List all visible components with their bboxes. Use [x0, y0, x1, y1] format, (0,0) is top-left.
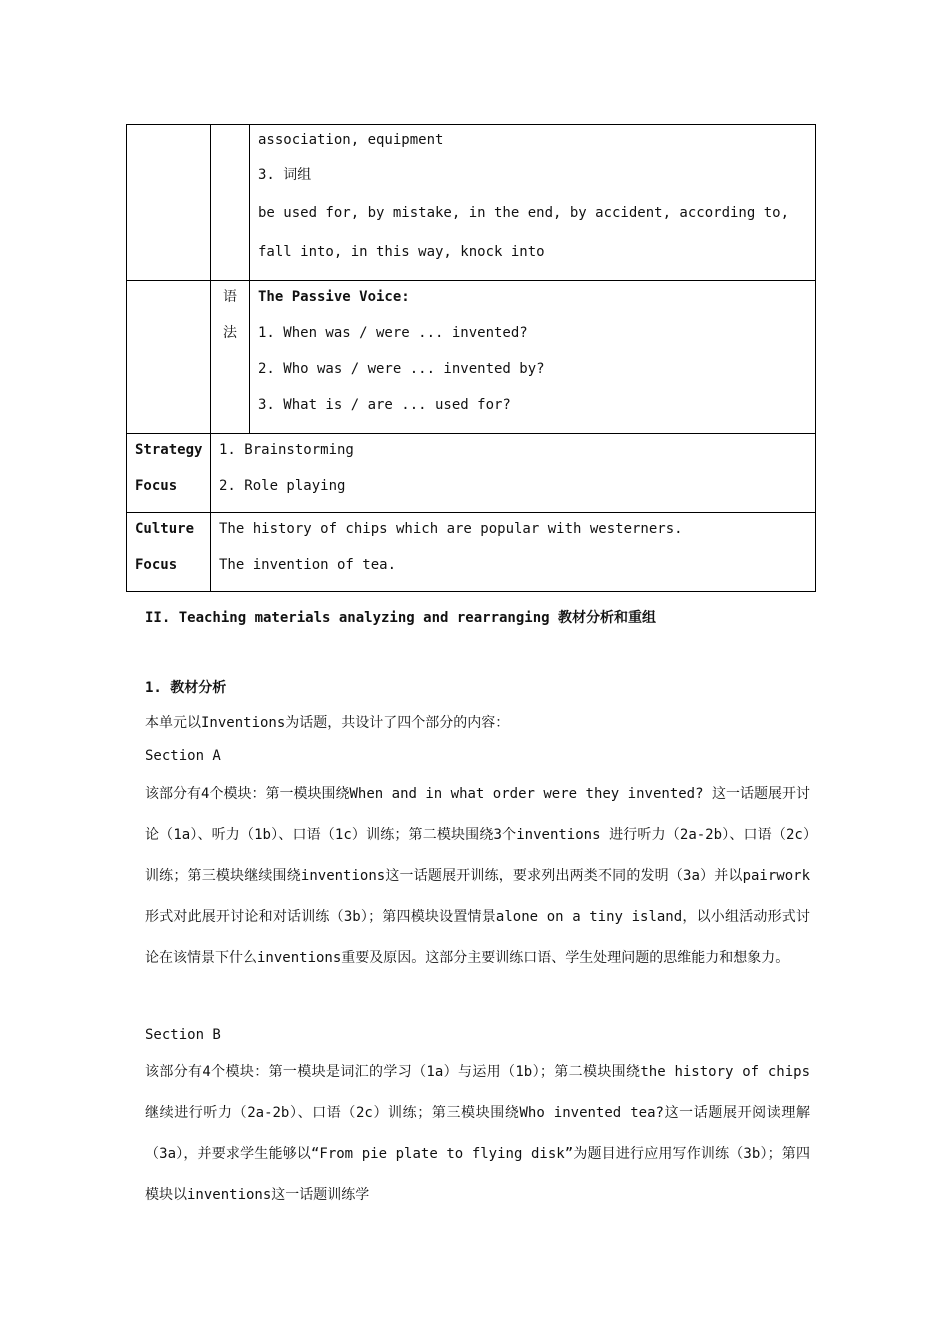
grammar-item: 1. When was / were ... invented?: [258, 325, 528, 341]
culture-item: The history of chips which are popular with westerners.: [219, 521, 683, 537]
vocab-line: fall into, in this way, knock into: [258, 244, 545, 260]
culture-cell: [211, 513, 816, 592]
grammar-item: 3. What is / are ... used for?: [258, 397, 511, 413]
vocabulary-cell: [250, 125, 816, 281]
vocab-line: association, equipment: [258, 132, 444, 148]
culture-label: Culture: [135, 521, 195, 537]
empty-subcategory-cell: [211, 125, 250, 281]
grammar-label-cell: [211, 281, 250, 434]
grammar-cell: [250, 281, 816, 434]
culture-label-cell: [127, 513, 211, 592]
section-heading: II. Teaching materials analyzing and rearranging 教材分析和重组: [145, 610, 657, 626]
culture-label: Focus: [135, 557, 178, 573]
empty-category-cell: [127, 125, 211, 281]
strategy-label-cell: [127, 434, 211, 513]
grammar-label-char: 法: [223, 325, 237, 341]
strategy-row: [127, 434, 816, 513]
culture-row: [127, 513, 816, 592]
grammar-label-char: 语: [223, 289, 237, 305]
grammar-item: 2. Who was / were ... invented by?: [258, 361, 545, 377]
section-b-title: Section B: [145, 1027, 221, 1043]
strategy-label: Strategy: [135, 442, 203, 458]
vocabulary-row: [127, 125, 816, 281]
lesson-table: [126, 124, 816, 592]
section-a-title: Section A: [145, 748, 221, 764]
vocab-line: be used for, by mistake, in the end, by accident, according to,: [258, 205, 790, 221]
strategy-label: Focus: [135, 478, 178, 494]
section-b-text: 该部分有4个模块：第一模块是词汇的学习（1a）与运用（1b）；第二模块围绕the history of chips继续进行听力（2a-2b）、口语（2c）训练；第三模块围绕Who invented tea?这一话题展开阅读理解（3a），并要求学生能够以“From pie plate to flying disk”为题目进行应用写作训练（3b）；第四模块以inventions这一话题训练学: [145, 1064, 810, 1203]
strategy-cell: [211, 434, 816, 513]
empty-category-cell: [127, 281, 211, 434]
strategy-item: 2. Role playing: [219, 478, 346, 494]
section-a-text: 该部分有4个模块：第一模块围绕When and in what order were they invented? 这一话题展开讨论（1a）、听力（1b）、口语（1c）训练；第二模块围绕3个inventions 进行听力（2a-2b）、口语（2c）训练；第三模块继续围绕inventions这一话题展开训练，要求列出两类不同的发明（3a）并以pairwork形式对此展开讨论和对话训练（3b）；第四模块设置情景alone on a tiny island，以小组活动形式讨论在该情景下什么inventions重要及原因。这部分主要训练口语、学生处理问题的思维能力和想象力。: [145, 786, 810, 966]
culture-item: The invention of tea.: [219, 557, 397, 573]
subheading: 1. 教材分析: [145, 680, 227, 696]
grammar-title: The Passive Voice:: [258, 289, 410, 305]
vocab-line: 3. 词组: [258, 167, 312, 183]
intro-text: 本单元以Inventions为话题，共设计了四个部分的内容：: [145, 715, 510, 731]
grammar-row: [127, 281, 816, 434]
strategy-item: 1. Brainstorming: [219, 442, 354, 458]
